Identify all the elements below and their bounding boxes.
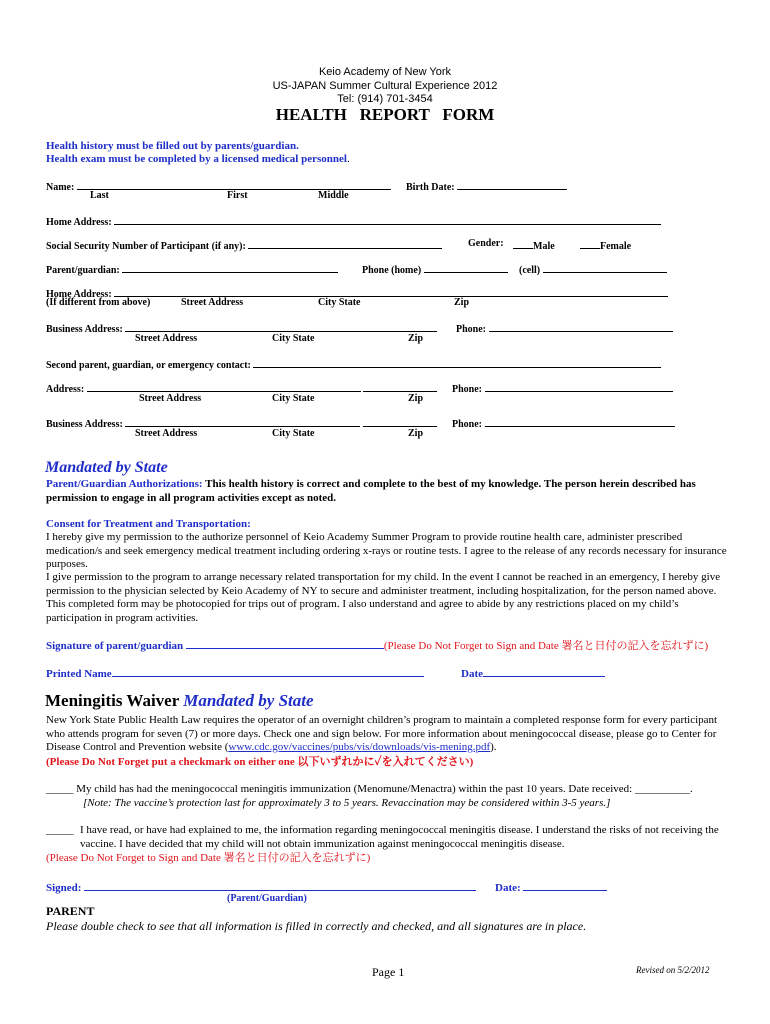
second-business-label: Business Address: (46, 419, 123, 430)
second-phone-field[interactable] (452, 381, 673, 395)
option-1-note: [Note: The vaccine’s protection last for approximately 3 to 5 years. Revaccination may be considered within 3-5 years.] (83, 797, 611, 809)
double-check-note: Please double check to see that all information is filled in correctly and checked, and all signatures are in place. (46, 919, 587, 933)
meningitis-mandated: Mandated by State (183, 691, 314, 710)
note-exam (46, 153, 350, 165)
cell-label: (cell) (519, 265, 541, 276)
printed-date-field[interactable] (461, 666, 605, 680)
female-label: Female (600, 241, 632, 252)
page-title: HEALTH REPORT FORM (275, 105, 495, 124)
school-name: Keio Academy of New York (318, 66, 452, 78)
revised-date: Revised on 5/2/2012 (636, 965, 710, 975)
parent-guardian-label: Parent/guardian: (46, 265, 120, 276)
home-address-2-label: Home Address: (46, 289, 112, 300)
second-business-field[interactable] (46, 416, 437, 430)
gender-male-option[interactable] (513, 238, 555, 252)
second-phone-label: Phone: (452, 384, 482, 395)
option-1-checkbox[interactable]: _____ (46, 783, 74, 795)
second-city-label: City State (272, 393, 315, 404)
consent-paragraph-2: I give permission to the program to arrange necessary related transportation for my child. In the event I cannot be reached in an emergency, I hereby give permission to the physician selected by Keio Academy of NY to secure and administer treatment, including hospitalization, for the person named above. This completed form may be photocopied for trips out of program. I also understand and agree to abide by any restrictions placed on my child’s participation in program activities. (46, 571, 721, 624)
second-address-field[interactable] (46, 381, 437, 395)
page-number: Page 1 (372, 965, 405, 979)
note-exam-period: . (346, 153, 350, 165)
second-business-phone-field[interactable] (452, 416, 675, 430)
home-address-label: Home Address: (46, 217, 112, 228)
business-address-field[interactable] (46, 321, 437, 335)
signed-field[interactable] (46, 880, 476, 894)
mandated-heading: Mandated by State (45, 459, 168, 476)
business-phone-field[interactable] (456, 321, 673, 335)
signed-label: Signed: (46, 882, 82, 894)
phone-home-label: Phone (home) (362, 265, 422, 276)
birth-date-field[interactable] (406, 179, 567, 193)
meningitis-date-field[interactable] (495, 880, 607, 894)
authorization-text: This health history is correct and complete to the best of my knowledge. The person herein described has permission to engage in all program activities except as noted. (46, 478, 696, 504)
second-business-phone-label: Phone: (452, 419, 482, 430)
gender-female-option[interactable] (580, 238, 631, 252)
business-phone-label: Phone: (456, 324, 486, 335)
zip-label: Zip (454, 297, 470, 308)
cell-field[interactable] (519, 262, 667, 276)
option-1-text: My child has had the meningococcal meningitis immunization (Menomune/Menactra) within the past 10 years. Date received: __________. (76, 783, 693, 795)
signature-reminder: (Please Do Not Forget to Sign and Date 署名と日付の記入を忘れずに) (383, 640, 709, 652)
business-street-label: Street Address (135, 333, 198, 344)
business-zip-label: Zip (408, 333, 424, 344)
gender-label: Gender: (468, 238, 504, 249)
cdc-link[interactable]: www.cdc.gov/vaccines/pubs/vis/downloads/vis-mening.pdf (228, 741, 491, 753)
consent-paragraph-1: I hereby give my permission to the authorize personnel of Keio Academy Summer Program to provide routine health care, administer prescribed medication/s and seek emergency medical treatment including ordering x-rays or routine tests. I agree to the release of any records necessary for insurance purposes. (46, 531, 727, 570)
second-address-label: Address: (46, 384, 85, 395)
authorization-paragraph (46, 478, 726, 505)
printed-name-field[interactable] (46, 666, 424, 680)
printed-date-label: Date (461, 668, 483, 680)
program-name: US-JAPAN Summer Cultural Experience 2012 (272, 80, 498, 92)
meningitis-intro (46, 714, 732, 755)
second-parent-field[interactable] (46, 357, 661, 371)
meningitis-date-label: Date: (495, 882, 521, 894)
meningitis-title: Meningitis Waiver (45, 691, 179, 710)
male-label: Male (533, 241, 555, 252)
second-business-zip-label: Zip (408, 428, 424, 439)
last-label: Last (90, 190, 109, 201)
parent-heading: PARENT (46, 904, 95, 918)
home-address-field[interactable] (46, 214, 661, 228)
sign-reminder: (Please Do Not Forget to Sign and Date 署名と日付の記入を忘れずに) (46, 852, 371, 864)
second-business-street-label: Street Address (135, 428, 198, 439)
printed-name-label: Printed Name (46, 668, 112, 680)
second-zip-label: Zip (408, 393, 424, 404)
second-business-city-label: City State (272, 428, 315, 439)
note-history: Health history must be filled out by parents/guardian. (46, 140, 299, 152)
signature-field[interactable] (46, 638, 708, 652)
business-city-label: City State (272, 333, 315, 344)
birth-date-label: Birth Date: (406, 182, 455, 193)
consent-heading: Consent for Treatment and Transportation: (46, 518, 251, 530)
option-1 (46, 783, 693, 795)
ssn-label: Social Security Number of Participant (if any): (46, 241, 246, 252)
ssn-field[interactable] (46, 238, 442, 252)
option-2-checkbox[interactable]: _____ (46, 824, 74, 836)
middle-label: Middle (318, 190, 349, 201)
meningitis-heading (45, 692, 314, 711)
option-2-text: I have read, or have had explained to me, the information regarding meningococcal meningitis disease. I understand the risks of not receiving the vaccine. I have decided that my child will not obtain immunization against meningococcal meningitis disease. (80, 824, 719, 850)
checkmark-reminder: (Please Do Not Forget put a checkmark on either one 以下いずれかに✓を入れてください) (46, 756, 474, 768)
street-address-label: Street Address (181, 297, 244, 308)
signature-label: Signature of parent/guardian (46, 640, 184, 652)
phone-number: Tel: (914) 701-3454 (337, 93, 433, 105)
note-exam-text: Health exam must be completed by a licensed medical personnel (46, 153, 347, 165)
city-state-label: City State (318, 297, 361, 308)
parent-guardian-field[interactable] (46, 262, 338, 276)
parent-guardian-caption: (Parent/Guardian) (227, 893, 307, 904)
name-label: Name: (46, 182, 75, 193)
first-label: First (227, 190, 248, 201)
meningitis-intro-text: New York State Public Health Law requires the operator of an overnight children’s program to maintain a completed response form for every participant who attends program for seven (7) or more days. Check one and sign below. For more information about meningococcal disease, please go to Center for Disease Control and Prevention website ( (46, 714, 718, 753)
business-address-label: Business Address: (46, 324, 123, 335)
second-street-label: Street Address (139, 393, 202, 404)
second-parent-label: Second parent, guardian, or emergency contact: (46, 360, 251, 371)
meningitis-intro-end: ). (490, 741, 497, 753)
authorization-label: Parent/Guardian Authorizations: (46, 478, 203, 490)
if-different-label: (If different from above) (46, 297, 151, 308)
phone-home-field[interactable] (362, 262, 508, 276)
